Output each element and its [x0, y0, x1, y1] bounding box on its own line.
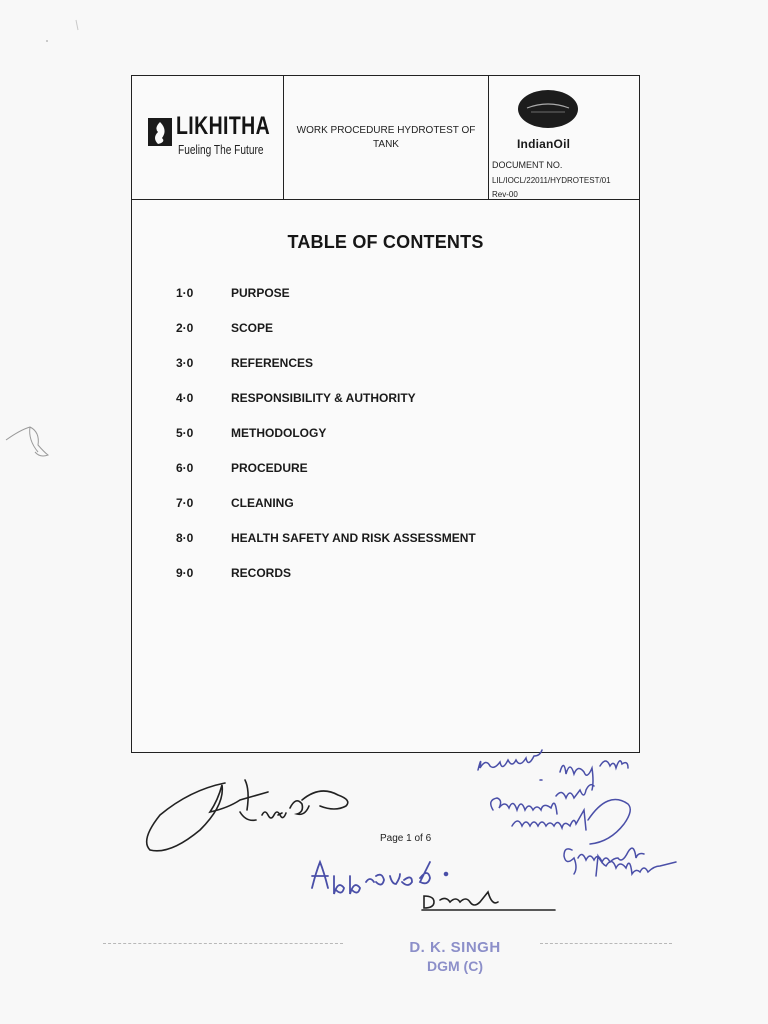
toc-item-number: 9·0	[176, 566, 194, 580]
toc-item-label: HEALTH SAFETY AND RISK ASSESSMENT	[231, 531, 476, 545]
toc-item-label: PROCEDURE	[231, 461, 308, 475]
toc-item-number: 1·0	[176, 286, 194, 300]
review-note	[478, 750, 630, 844]
preparer-signature	[147, 780, 348, 851]
approver-initials	[422, 892, 555, 910]
divider-line-left	[103, 943, 343, 944]
divider-line-right	[540, 943, 672, 944]
reviewer-signature	[564, 848, 676, 876]
toc-item-label: RECORDS	[231, 566, 292, 580]
toc-item-label: METHODOLOGY	[231, 426, 327, 440]
toc-item-label: PURPOSE	[231, 286, 290, 300]
client-name: IndianOil	[517, 137, 571, 151]
toc-item-label: SCOPE	[231, 321, 274, 335]
stamp-name: D. K. SINGH	[409, 939, 501, 956]
toc-item-label: RESPONSIBILITY & AUTHORITY	[231, 391, 416, 405]
toc-item-label: REFERENCES	[231, 356, 314, 370]
approver-stamp	[390, 939, 520, 974]
toc-item-number: 6·0	[176, 461, 194, 475]
toc-item-number: 2·0	[176, 321, 194, 335]
stamp-designation: DGM (C)	[427, 958, 483, 974]
approval-note	[312, 862, 447, 894]
toc-item-number: 7·0	[176, 496, 194, 510]
document-revision: Rev-00	[492, 190, 518, 199]
toc-title: TABLE OF CONTENTS	[287, 232, 484, 252]
toc-item-number: 5·0	[176, 426, 194, 440]
document-title: WORK PROCEDURE HYDROTEST OF TANK	[296, 125, 476, 150]
company-name: LIKHITHA	[176, 112, 271, 140]
toc-item-number: 8·0	[176, 531, 194, 545]
toc-item-label: CLEANING	[231, 496, 294, 510]
toc-item-number: 3·0	[176, 356, 194, 370]
document-number-label: DOCUMENT NO.	[492, 160, 563, 170]
company-tagline: Fueling The Future	[178, 142, 264, 157]
toc-item-number: 4·0	[176, 391, 194, 405]
document-number: LIL/IOCL/22011/HYDROTEST/01	[492, 176, 611, 185]
page-number: Page 1 of 6	[380, 833, 432, 844]
